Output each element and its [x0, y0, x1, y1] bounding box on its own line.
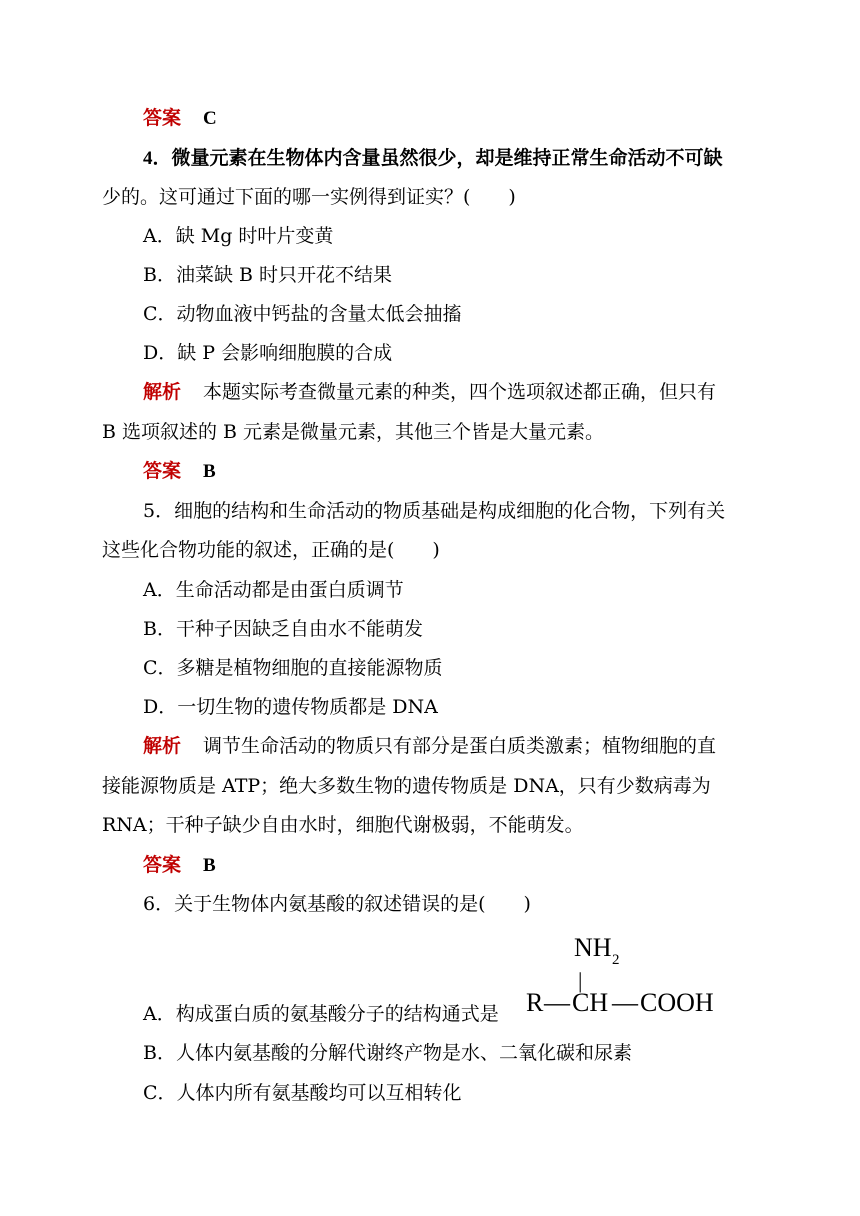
option-c: C．多糖是植物细胞的直接能源物质: [143, 657, 443, 679]
option-b: B．人体内氨基酸的分解代谢终产物是水、二氧化碳和尿素: [143, 1042, 632, 1064]
option-c: C．动物血液中钙盐的含量太低会抽搐: [143, 303, 462, 325]
answer-line: [143, 104, 803, 133]
formula-dash: —: [544, 988, 570, 1017]
question-text: 这些化合物功能的叙述，正确的是( ): [102, 539, 440, 561]
analysis-tag: 解析: [143, 381, 182, 403]
option-d: D．缺 P 会影响细胞膜的合成: [143, 342, 393, 364]
formula-subscript: 2: [612, 952, 620, 968]
option-b: B．油菜缺 B 时只开花不结果: [143, 264, 393, 286]
option-b: B．干种子因缺乏自由水不能萌发: [143, 618, 423, 640]
answer-value: B: [203, 461, 216, 482]
formula-ch: CH: [572, 988, 609, 1017]
answer-line: [143, 851, 803, 880]
formula-nh: NH: [574, 933, 612, 962]
option-c: C．人体内所有氨基酸均可以互相转化: [143, 1082, 462, 1104]
answer-line: [143, 457, 803, 486]
question-text: 少的。这可通过下面的哪一实例得到证实？( ): [102, 186, 516, 208]
answer-tag: 答案: [143, 854, 182, 876]
option-a: A．构成蛋白质的氨基酸分子的结构通式是: [143, 1003, 499, 1025]
analysis-line: [143, 378, 762, 406]
amino-acid-formula: [524, 930, 724, 1020]
question-text: 6．关于生物体内氨基酸的叙述错误的是( ): [143, 893, 531, 915]
analysis-tag: 解析: [143, 735, 182, 757]
answer-tag: 答案: [143, 460, 182, 482]
question-text: 4．微量元素在生物体内含量虽然很少，却是维持正常生命活动不可缺: [143, 148, 723, 169]
formula-bond: |: [578, 968, 583, 993]
formula-dash: —: [612, 988, 638, 1017]
analysis-text: RNA；干种子缺少自由水时，细胞代谢极弱，不能萌发。: [102, 814, 584, 836]
answer-value: C: [203, 108, 217, 129]
formula-cooh: COOH: [640, 988, 714, 1017]
option-d: D．一切生物的遗传物质都是 DNA: [143, 696, 438, 718]
analysis-line: [143, 732, 762, 760]
formula-r: R: [526, 988, 544, 1017]
answer-value: B: [203, 855, 216, 876]
analysis-text: 接能源物质是 ATP；绝大多数生物的遗传物质是 DNA，只有少数病毒为: [102, 775, 711, 797]
answer-tag: 答案: [143, 107, 182, 129]
option-a: A．生命活动都是由蛋白质调节: [143, 579, 404, 601]
analysis-text: 调节生命活动的物质只有部分是蛋白质类激素；植物细胞的直: [203, 735, 717, 757]
option-a: A．缺 Mg 时叶片变黄: [143, 225, 334, 247]
question-text: 5．细胞的结构和生命活动的物质基础是构成细胞的化合物，下列有关: [143, 500, 726, 522]
analysis-text: 本题实际考查微量元素的种类，四个选项叙述都正确，但只有: [203, 381, 717, 403]
analysis-text: B 选项叙述的 B 元素是微量元素，其他三个皆是大量元素。: [102, 421, 605, 443]
